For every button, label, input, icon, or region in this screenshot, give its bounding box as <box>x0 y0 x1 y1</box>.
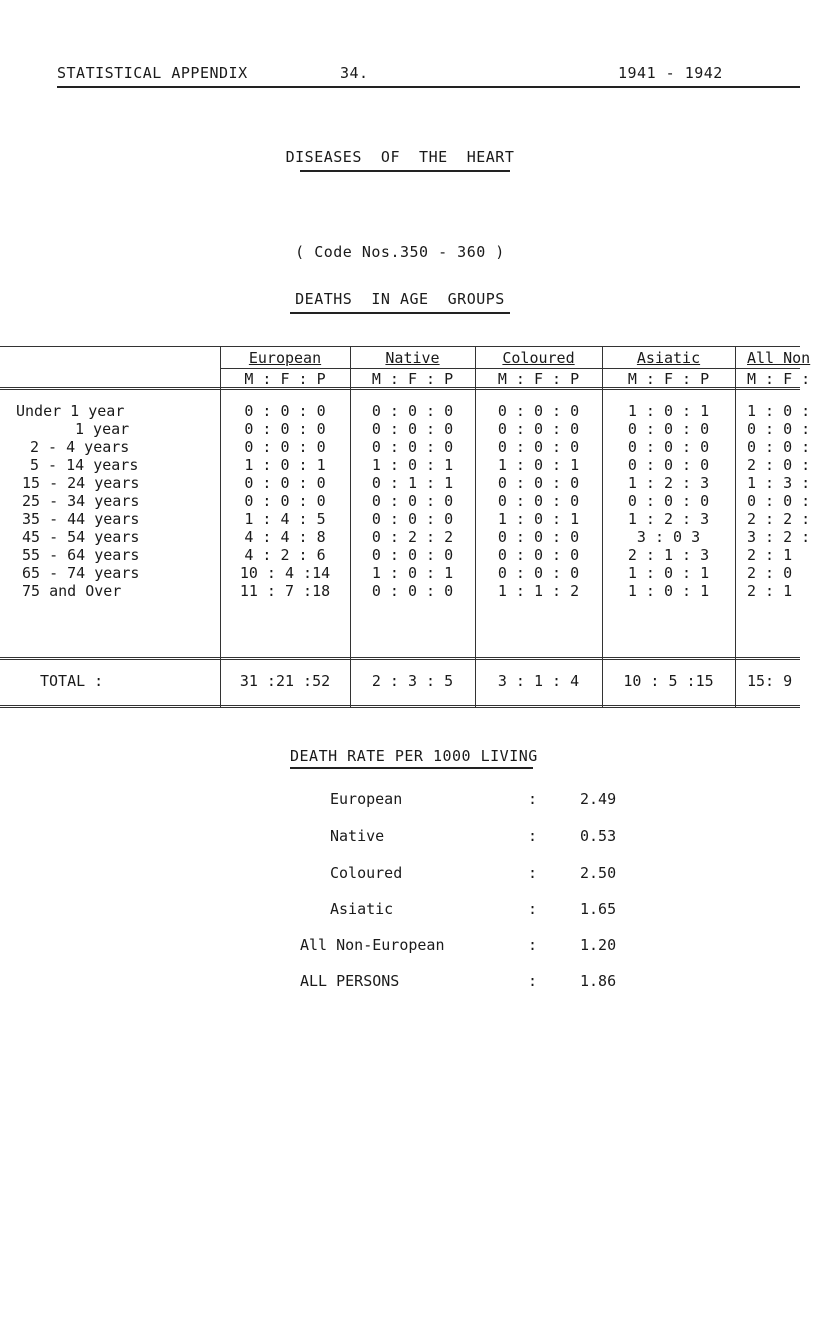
cell-european: 4 : 4 : 8 <box>244 528 326 546</box>
cell-european: 11 : 7 :18 <box>239 582 331 600</box>
cell-european: 0 : 0 : 0 <box>244 402 326 420</box>
cell-native: 0 : 1 : 1 <box>371 474 454 492</box>
cell-native: 0 : 2 : 2 <box>371 528 454 546</box>
rate-label: ALL PERSONS <box>300 972 400 990</box>
rate-label: Native <box>330 827 385 845</box>
cell-european: 0 : 0 : 0 <box>244 438 326 456</box>
rate-value: 1.20 <box>580 936 617 954</box>
cell-all-non: 2 : 2 : <box>747 510 811 528</box>
subheader-native: M : F : P <box>371 370 454 388</box>
cell-all-non: 2 : 0 : <box>747 456 811 474</box>
row-label: 25 - 34 years <box>22 492 140 510</box>
cell-native: 0 : 0 : 0 <box>371 402 454 420</box>
rate-label: European <box>330 790 403 808</box>
cell-asiatic: 1 : 0 : 1 <box>627 402 710 420</box>
cell-all-non: 0 : 0 : <box>747 492 811 510</box>
row-label: 1 year <box>75 420 130 438</box>
rate-value: 2.49 <box>580 790 617 808</box>
cell-native: 0 : 0 : 0 <box>371 582 454 600</box>
rate-sep: : <box>528 936 538 954</box>
cell-coloured: 0 : 0 : 0 <box>497 420 580 438</box>
total-label: TOTAL : <box>40 672 104 690</box>
cell-native: 0 : 0 : 0 <box>371 438 454 456</box>
rate-label: All Non-European <box>300 936 445 954</box>
total-native: 2 : 3 : 5 <box>371 672 454 690</box>
cell-asiatic: 0 : 0 : 0 <box>627 492 710 510</box>
cell-coloured: 1 : 1 : 2 <box>497 582 580 600</box>
cell-coloured: 0 : 0 : 0 <box>497 564 580 582</box>
subheader-all-non: M : F : <box>747 370 811 388</box>
rate-label: Asiatic <box>330 900 394 918</box>
rate-value: 0.53 <box>580 827 617 845</box>
row-label: Under 1 year <box>16 402 125 420</box>
cell-asiatic: 2 : 1 : 3 <box>627 546 710 564</box>
rate-sep: : <box>528 864 538 882</box>
table-bottom-rule <box>0 705 800 708</box>
row-label: 2 - 4 years <box>30 438 130 456</box>
cell-asiatic: 3 : 0 3 <box>636 528 701 546</box>
rate-sep: : <box>528 972 538 990</box>
group-asiatic: Asiatic <box>636 349 701 367</box>
cell-all-non: 2 : 1 <box>747 582 793 600</box>
cell-european: 4 : 2 : 6 <box>244 546 326 564</box>
cell-coloured: 1 : 0 : 1 <box>497 510 580 528</box>
cell-asiatic: 1 : 0 : 1 <box>627 564 710 582</box>
cell-native: 0 : 0 : 0 <box>371 420 454 438</box>
row-label: 55 - 64 years <box>22 546 140 564</box>
row-label: 35 - 44 years <box>22 510 140 528</box>
cell-native: 1 : 0 : 1 <box>371 564 454 582</box>
cell-all-non: 2 : 1 <box>747 546 793 564</box>
subtitle-underline <box>290 312 510 314</box>
cell-asiatic: 1 : 2 : 3 <box>627 474 710 492</box>
cell-coloured: 0 : 0 : 0 <box>497 528 580 546</box>
cell-european: 1 : 4 : 5 <box>244 510 326 528</box>
cell-asiatic: 1 : 0 : 1 <box>627 582 710 600</box>
cell-asiatic: 0 : 0 : 0 <box>627 420 710 438</box>
group-native: Native <box>385 349 440 367</box>
rows-bottom-rule <box>0 657 800 660</box>
row-label: 65 - 74 years <box>22 564 140 582</box>
cell-european: 0 : 0 : 0 <box>244 492 326 510</box>
cell-all-non: 3 : 2 : <box>747 528 811 546</box>
total-coloured: 3 : 1 : 4 <box>497 672 580 690</box>
table-subtitle: DEATHS IN AGE GROUPS <box>295 290 505 308</box>
cell-native: 0 : 0 : 0 <box>371 492 454 510</box>
death-rate-title: DEATH RATE PER 1000 LIVING <box>290 747 538 765</box>
total-asiatic: 10 : 5 :15 <box>623 672 714 690</box>
cell-european: 0 : 0 : 0 <box>244 474 326 492</box>
subheader-coloured: M : F : P <box>497 370 580 388</box>
report-year: 1941 - 1942 <box>618 64 723 82</box>
cell-coloured: 0 : 0 : 0 <box>497 492 580 510</box>
cell-all-non: 2 : 0 <box>747 564 793 582</box>
code-range: ( Code Nos.350 - 360 ) <box>295 243 505 261</box>
cell-coloured: 0 : 0 : 0 <box>497 474 580 492</box>
rate-sep: : <box>528 827 538 845</box>
group-european: European <box>248 349 322 367</box>
section-title: DISEASES OF THE HEART <box>285 148 515 166</box>
appendix-title: STATISTICAL APPENDIX <box>57 64 248 82</box>
cell-european: 0 : 0 : 0 <box>244 420 326 438</box>
cell-native: 1 : 0 : 1 <box>371 456 454 474</box>
row-label: 5 - 14 years <box>30 456 139 474</box>
cell-asiatic: 1 : 2 : 3 <box>627 510 710 528</box>
cell-all-non: 1 : 0 : <box>747 402 811 420</box>
rate-sep: : <box>528 900 538 918</box>
death-rate-underline <box>290 767 533 769</box>
cell-native: 0 : 0 : 0 <box>371 546 454 564</box>
table-top-rule <box>0 346 800 347</box>
cell-all-non: 0 : 0 : <box>747 438 811 456</box>
rate-value: 1.65 <box>580 900 617 918</box>
group-header-rule <box>220 368 800 369</box>
header-underline <box>57 86 800 88</box>
cell-coloured: 0 : 0 : 0 <box>497 546 580 564</box>
cell-asiatic: 0 : 0 : 0 <box>627 456 710 474</box>
cell-native: 0 : 0 : 0 <box>371 510 454 528</box>
cell-coloured: 0 : 0 : 0 <box>497 438 580 456</box>
row-label: 15 - 24 years <box>22 474 140 492</box>
group-coloured: Coloured <box>502 349 575 367</box>
rate-label: Coloured <box>330 864 403 882</box>
subheader-asiatic: M : F : P <box>627 370 710 388</box>
row-label: 45 - 54 years <box>22 528 140 546</box>
title-underline <box>300 170 510 172</box>
group-all-non: All Non <box>747 349 811 367</box>
row-label: 75 and Over <box>22 582 122 600</box>
subheader-european: M : F : P <box>244 370 326 388</box>
rate-sep: : <box>528 790 538 808</box>
cell-coloured: 1 : 0 : 1 <box>497 456 580 474</box>
total-all-non: 15: 9 <box>747 672 793 690</box>
page-number: 34. <box>340 64 369 82</box>
cell-coloured: 0 : 0 : 0 <box>497 402 580 420</box>
cell-all-non: 1 : 3 : <box>747 474 811 492</box>
cell-european: 10 : 4 :14 <box>239 564 331 582</box>
cell-european: 1 : 0 : 1 <box>244 456 326 474</box>
cell-all-non: 0 : 0 : <box>747 420 811 438</box>
cell-asiatic: 0 : 0 : 0 <box>627 438 710 456</box>
rate-value: 1.86 <box>580 972 617 990</box>
rate-value: 2.50 <box>580 864 617 882</box>
total-european: 31 :21 :52 <box>239 672 331 690</box>
